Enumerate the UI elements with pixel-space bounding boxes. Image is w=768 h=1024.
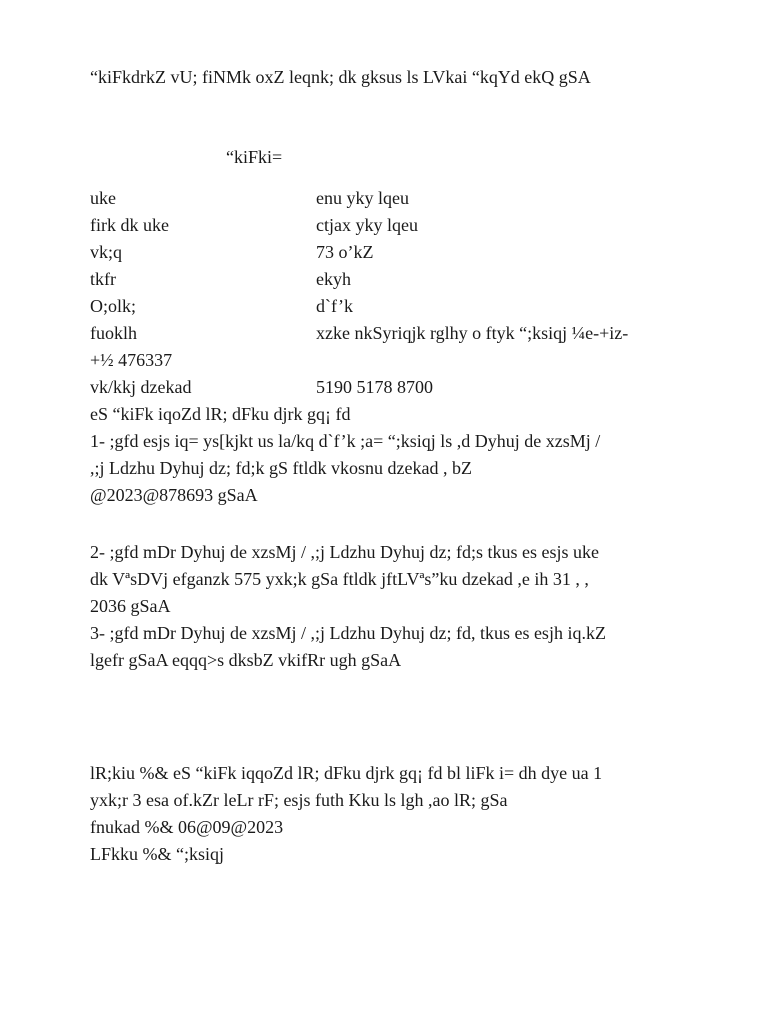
intro-text: “kiFkdrkZ vU; fiNMk oxZ leqnk; dk gksus ls LVkai “kqYd ekQ gSA — [90, 67, 591, 87]
field-label: +½ 476337 — [90, 350, 173, 370]
field-label: vk;q — [90, 242, 123, 262]
point-line: dk VªsDVj efganzk 575 yxk;k gSa ftldk jftLVªs”ku dzekad ,e ih 31 , , — [90, 569, 589, 589]
field-value: ctjax yky lqeu — [316, 215, 418, 235]
document-heading: “kiFki= — [226, 147, 283, 167]
field-label: uke — [90, 188, 116, 208]
field-value: xzke nkSyriqjk rglhy o ftyk “;ksiqj ¼e-+iz- — [316, 323, 629, 343]
point-line: 1- ;gfd esjs iq= ys[kjkt us la/kq d`f’k ;a= “;ksiqj ls ,d Dyhuj de xzsMj / — [90, 431, 601, 451]
point-line: 2- ;gfd mDr Dyhuj de xzsMj / ,;j Ldzhu Dyhuj dz; fd;s tkus es esjs uke — [90, 542, 599, 562]
verification-line: lR;kiu %& eS “kiFk iqqoZd lR; dFku djrk gq¡ fd bl liFk i= dh dye ua 1 — [90, 763, 603, 783]
point-line: 2036 gSaA — [90, 596, 171, 616]
point-line: 3- ;gfd mDr Dyhuj de xzsMj / ,;j Ldzhu Dyhuj dz; fd, tkus es esjh iq.kZ — [90, 623, 606, 643]
field-value: 73 o’kZ — [316, 242, 374, 262]
oath-intro: eS “kiFk iqoZd lR; dFku djrk gq¡ fd — [90, 404, 351, 424]
field-value: enu yky lqeu — [316, 188, 409, 208]
field-label: O;olk; — [90, 296, 137, 316]
field-label: vk/kkj dzekad — [90, 377, 192, 397]
date-line: fnukad %& 06@09@2023 — [90, 817, 284, 837]
point-line: ,;j Ldzhu Dyhuj dz; fd;k gS ftldk vkosnu dzekad , bZ — [90, 458, 472, 478]
field-label: tkfr — [90, 269, 116, 289]
place-line: LFkku %& “;ksiqj — [90, 844, 224, 864]
field-label: fuoklh — [90, 323, 137, 343]
field-value: d`f’k — [316, 296, 353, 316]
verification-line: yxk;r 3 esa of.kZr leLr rF; esjs futh Kku ls lgh ,ao lR; gSa — [90, 790, 508, 810]
field-value: ekyh — [316, 269, 351, 289]
point-line: lgefr gSaA eqqq>s dksbZ vkifRr ugh gSaA — [90, 650, 402, 670]
point-line: @2023@878693 gSaA — [90, 485, 258, 505]
field-value: 5190 5178 8700 — [316, 377, 433, 397]
field-label: firk dk uke — [90, 215, 169, 235]
